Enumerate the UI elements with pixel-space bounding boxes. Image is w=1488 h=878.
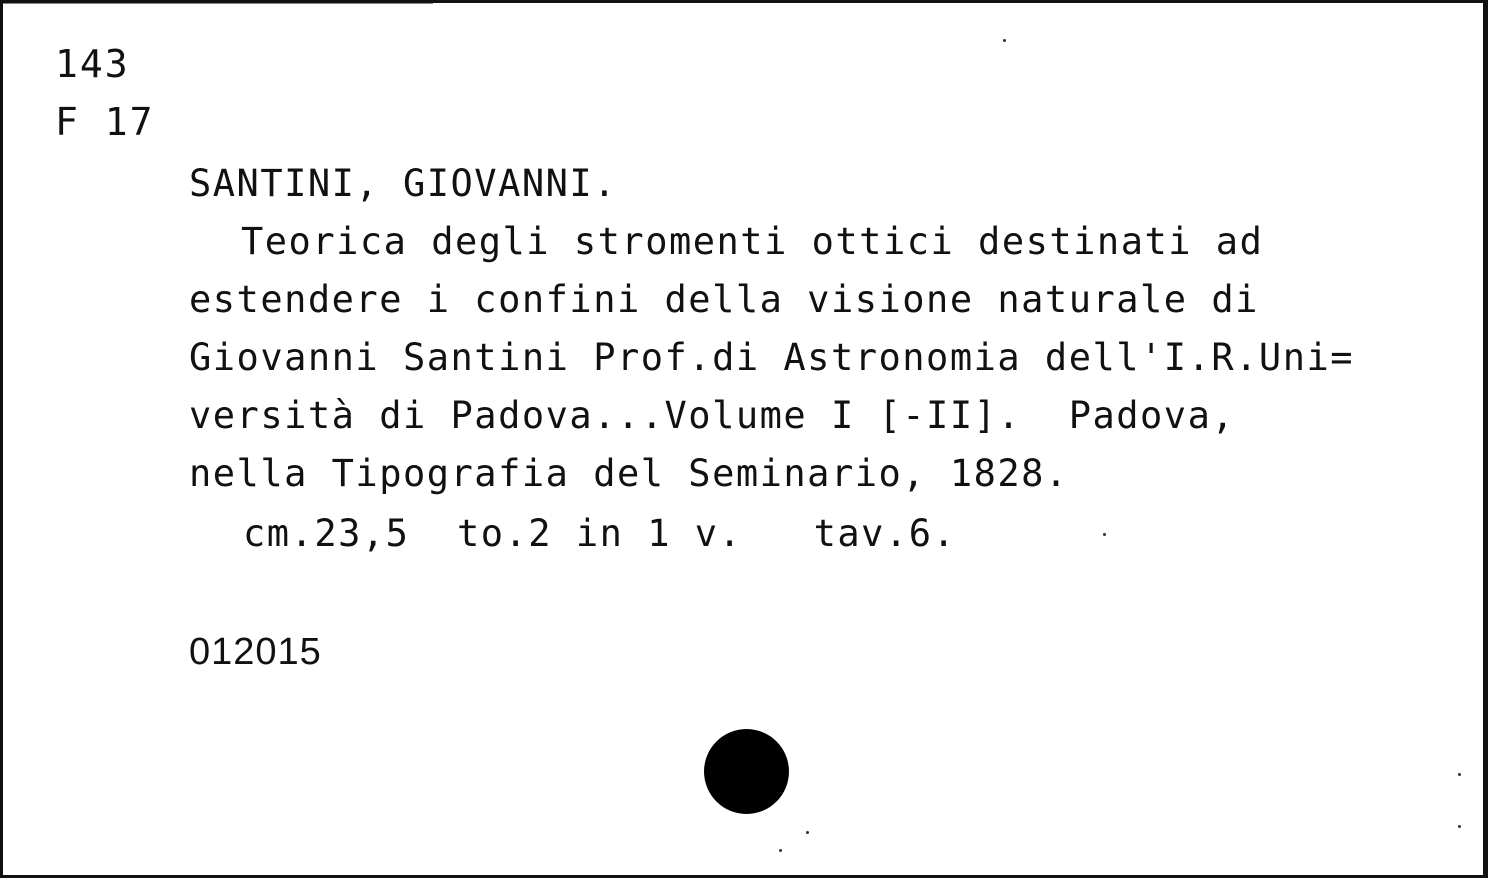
record-id: 012015 [189,631,322,673]
dust-speck [1003,39,1006,42]
card-edge-line [3,3,433,4]
dust-speck [1458,825,1461,828]
title-line-4: versità di Padova...Volume I [-II]. Padova, [189,394,1236,437]
dust-speck [1458,773,1461,776]
shelf-mark: F 17 [55,100,155,144]
imprint-line: nella Tipografia del Seminario, 1828. [189,452,1069,495]
dust-speck [806,831,809,834]
dust-speck [1103,533,1106,536]
call-number: 143 [55,42,130,86]
title-line-3: Giovanni Santini Prof.di Astronomia dell'I.R.Uni= [189,336,1355,379]
punch-hole [704,729,789,814]
dust-speck [779,849,782,852]
title-line-1: Teorica degli stromenti ottici destinati ad [241,220,1264,263]
author-heading: SANTINI, GIOVANNI. [189,162,617,205]
collation-line: cm.23,5 to.2 in 1 v. tav.6. [243,512,957,555]
title-line-2: estendere i confini della visione naturale di [189,278,1259,321]
